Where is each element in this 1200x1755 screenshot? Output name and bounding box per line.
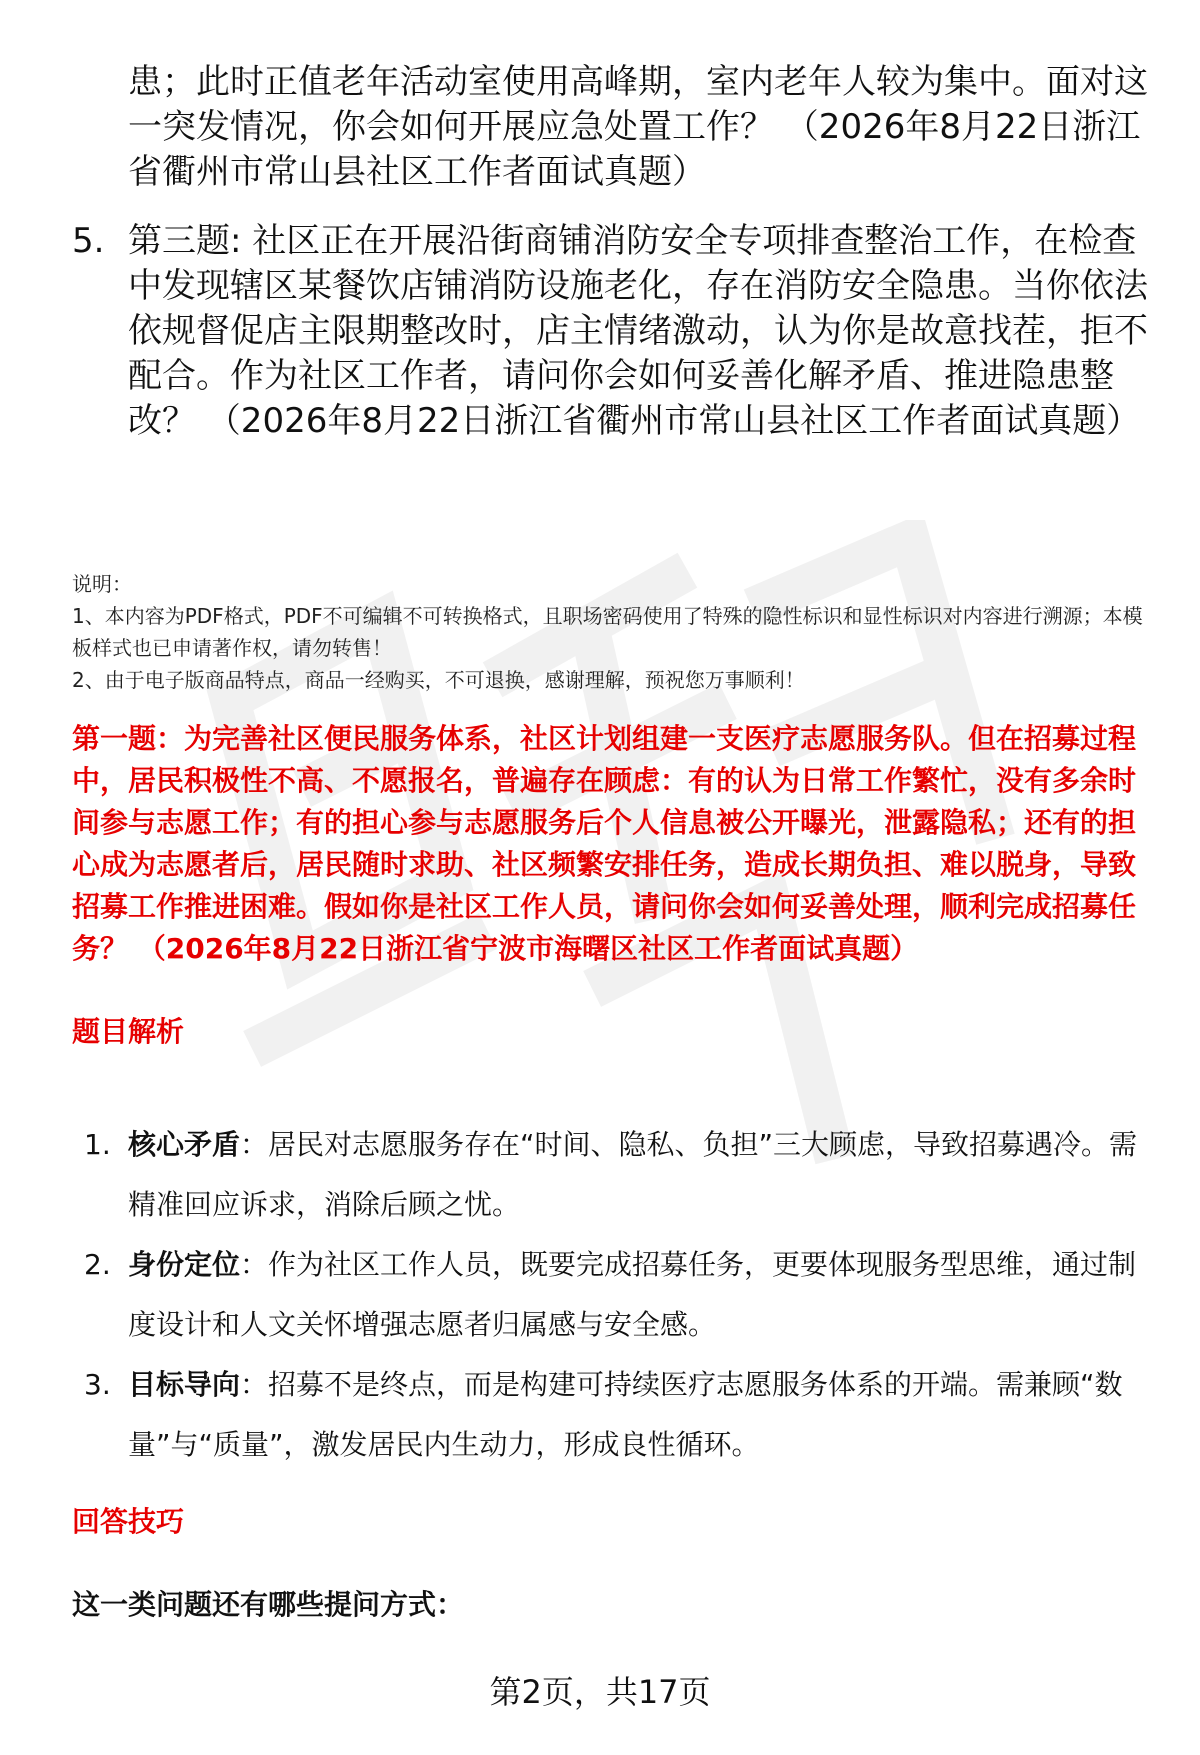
- analysis-item-text: ：招募不是终点，而是构建可持续医疗志愿服务体系的开端。需兼顾“数量”与“质量”，激发居民内生动力，形成良性循环。: [128, 1368, 1123, 1461]
- analysis-item-number: 1.: [84, 1128, 111, 1161]
- list-item: [72, 60, 1162, 195]
- analysis-item-title: 身份定位: [128, 1248, 241, 1281]
- tips-heading: 回答技巧: [72, 1505, 185, 1538]
- analysis-item: [84, 1235, 1164, 1355]
- notice-line: 2、由于电子版商品特点，商品一经购买，不可退换，感谢理解，预祝您万事顺利！: [72, 668, 805, 692]
- notice-line: 1、本内容为PDF格式，PDF不可编辑不可转换格式，且职场密码使用了特殊的隐性标识和显性标识对内容进行溯源；本模板样式也已申请著作权，请勿转售！: [72, 604, 1143, 660]
- notice-block: [72, 568, 1162, 696]
- list-item-text: 患；此时正值老年活动室使用高峰期，室内老年人较为集中。面对这一突发情况，你会如何开展应急处置工作？ （2026年8月22日浙江省衢州市常山县社区工作者面试真题）: [128, 62, 1148, 192]
- featured-question: 第一题：为完善社区便民服务体系，社区计划组建一支医疗志愿服务队。但在招募过程中，居民积极性不高、不愿报名，普遍存在顾虑：有的认为日常工作繁忙，没有多余时间参与志愿工作；有的担心参与志愿服务后个人信息被公开曝光，泄露隐私；还有的担心成为志愿者后，居民随时求助、社区频繁安排任务，造成长期负担、难以脱身，导致招募工作推进困难。假如你是社区工作人员，请问你会如何妥善处理，顺利完成招募任务？ （2026年8月22日浙江省宁波市海曙区社区工作者面试真题）: [72, 722, 1137, 965]
- analysis-item-number: 3.: [84, 1368, 111, 1401]
- list-item-number: 5.: [72, 221, 105, 261]
- analysis-item-title: 目标导向: [128, 1368, 241, 1401]
- analysis-item: [84, 1355, 1164, 1475]
- other-ways-heading: 这一类问题还有哪些提问方式：: [72, 1588, 465, 1621]
- analysis-item-title: 核心矛盾: [128, 1128, 241, 1161]
- analysis-item-text: ：作为社区工作人员，既要完成招募任务，更要体现服务型思维，通过制度设计和人文关怀增强志愿者归属感与安全感。: [128, 1248, 1137, 1341]
- list-item-number: [72, 60, 128, 195]
- analysis-heading: 题目解析: [72, 1015, 185, 1048]
- list-item: [72, 219, 1162, 444]
- analysis-list: [84, 1115, 1164, 1475]
- analysis-item-text: ：居民对志愿服务存在“时间、隐私、负担”三大顾虑，导致招募遇冷。需精准回应诉求，消除后顾之忧。: [128, 1128, 1138, 1221]
- question-list: [72, 60, 1162, 468]
- analysis-item: [84, 1115, 1164, 1235]
- notice-title: 说明：: [72, 572, 132, 596]
- list-item-text: 第三题: 社区正在开展沿街商铺消防安全专项排查整治工作，在检查中发现辖区某餐饮店铺消防设施老化，存在消防安全隐患。当你依法依规督促店主限期整改时，店主情绪激动，认为你是故意找茬，拒不配合。作为社区工作者，请问你会如何妥善化解矛盾、推进隐患整改？ （2026年8月22日浙江省衢州市常山县社区工作者面试真题）: [128, 221, 1148, 441]
- analysis-item-number: 2.: [84, 1248, 111, 1281]
- page-number: 第2页，共17页: [489, 1673, 711, 1711]
